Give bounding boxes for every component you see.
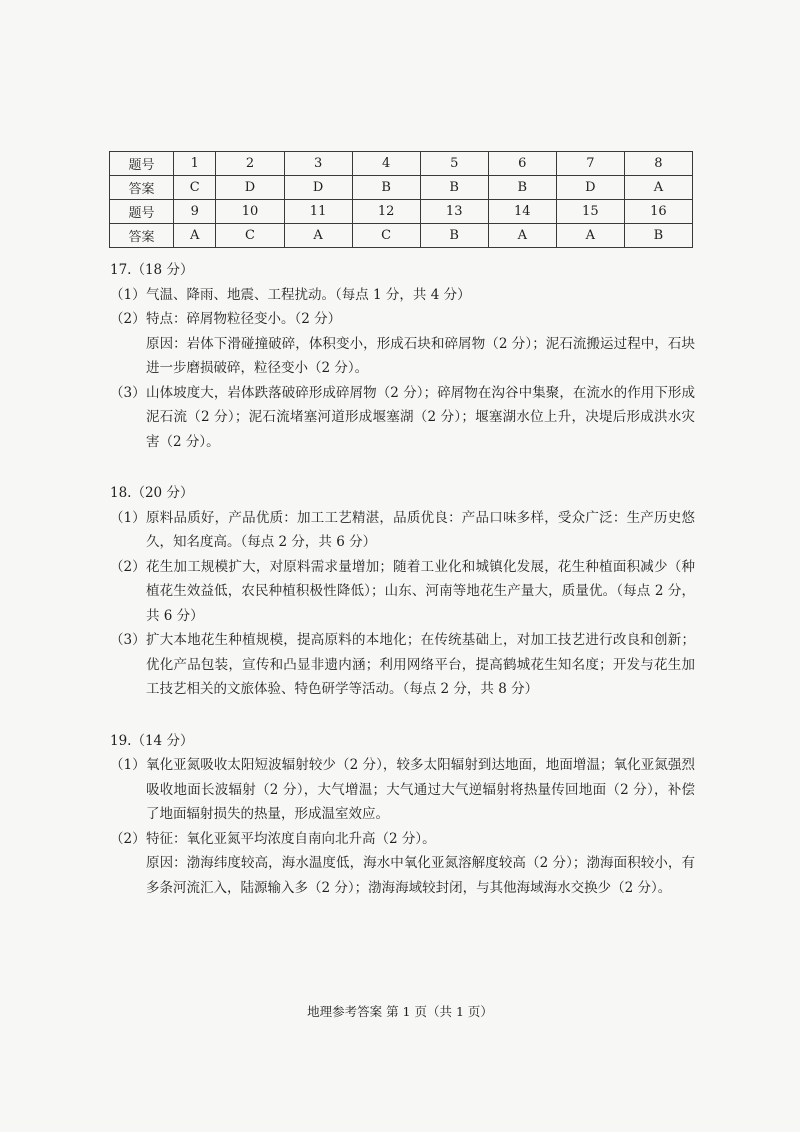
row-label: 题号 [110, 152, 174, 176]
table-row [110, 200, 693, 224]
item-number: （3） [110, 384, 146, 401]
section-gap [110, 454, 695, 481]
table-cell: A [624, 176, 692, 200]
table-cell: 8 [624, 152, 692, 176]
item-number: （2） [110, 558, 146, 575]
answer-text: 山体坡度大，岩体跌落破碎形成碎屑物（2 分）；碎屑物在沟谷中集聚，在流水的作用下形成泥石流（2 分）；泥石流堵塞河道形成堰塞湖（2 分）；堰塞湖水位上升，决堤后形成洪水灾害（2 分）。 [146, 384, 695, 450]
answer-text: 气温、降雨、地震、工程扰动。（每点 1 分，共 4 分） [146, 286, 471, 303]
table-cell: B [420, 224, 488, 248]
answer-item [110, 381, 695, 455]
table-cell: C [174, 176, 216, 200]
table-row [110, 176, 693, 200]
answer-item [110, 827, 695, 901]
table-cell: B [352, 176, 420, 200]
question-title: 19.（14 分） [110, 732, 194, 749]
table-cell: A [284, 224, 352, 248]
answer-item [110, 307, 695, 381]
question-title: 18.（20 分） [110, 485, 194, 501]
answer-item [110, 753, 695, 827]
table-cell: C [352, 224, 420, 248]
answer-item [110, 555, 695, 629]
answer-reason-text: 原因：岩体下滑碰撞破碎，体积变小，形成石块和碎屑物（2 分）；泥石流搬运过程中，石块进一步磨损破碎，粒径变小（2 分）。 [146, 335, 695, 376]
table-cell: D [216, 176, 284, 200]
item-number: （1） [110, 509, 146, 526]
table-cell: 3 [284, 152, 352, 176]
table-cell: 7 [556, 152, 624, 176]
table-cell: A [174, 224, 216, 248]
question-title: 17.（18 分） [110, 262, 194, 278]
table-cell: 16 [624, 200, 692, 224]
item-number: （1） [110, 286, 146, 303]
table-row [110, 152, 693, 176]
table-cell: A [556, 224, 624, 248]
table-cell: D [556, 176, 624, 200]
row-label: 答案 [110, 176, 174, 200]
answer-item [110, 506, 695, 555]
question-19 [110, 729, 695, 901]
item-number: （1） [110, 757, 146, 773]
answer-text: 原料品质好，产品优质：加工工艺精湛，品质优良：产品口味多样，受众广泛：生产历史悠久，知名度高。（每点 2 分，共 6 分） [146, 509, 695, 550]
table-cell: D [284, 176, 352, 200]
table-row [110, 224, 693, 248]
item-number: （2） [110, 311, 146, 327]
table-cell: 5 [420, 152, 488, 176]
table-cell: 6 [488, 152, 556, 176]
table-cell: 15 [556, 200, 624, 224]
table-cell: C [216, 224, 284, 248]
row-label: 答案 [110, 224, 174, 248]
table-cell: 10 [216, 200, 284, 224]
answer-text: 氧化亚氮吸收太阳短波辐射较少（2 分），较多太阳辐射到达地面，地面增温；氧化亚氮强烈吸收地面长波辐射（2 分），大气增温；大气通过大气逆辐射将热量传回地面（2 分），补偿了地面辐射损失的热量，形成温室效应。 [146, 757, 695, 822]
table-cell: 13 [420, 200, 488, 224]
table-cell: 1 [174, 152, 216, 176]
table-cell: B [420, 176, 488, 200]
table-cell: A [488, 224, 556, 248]
question-18 [110, 481, 695, 702]
answers-body [110, 258, 695, 900]
table-cell: 11 [284, 200, 352, 224]
row-label: 题号 [110, 200, 174, 224]
answer-item [110, 283, 695, 308]
answer-text: 扩大本地花生种植规模，提高原料的本地化；在传统基础上，对加工技艺进行改良和创新；优化产品包装，宣传和凸显非遗内涵；利用网络平台，提高鹤城花生知名度；开发与花生加工技艺相关的文旅体验、特色研学等活动。（每点 2 分，共 8 分） [146, 632, 695, 697]
table-cell: B [488, 176, 556, 200]
table-cell: 14 [488, 200, 556, 224]
table-cell: 4 [352, 152, 420, 176]
table-cell: B [624, 224, 692, 248]
answer-item [110, 628, 695, 702]
item-number: （3） [110, 632, 146, 648]
item-number: （2） [110, 830, 146, 847]
answer-text: 特征：氧化亚氮平均浓度自南向北升高（2 分）。 [146, 830, 436, 847]
table-cell: 2 [216, 152, 284, 176]
answer-text: 花生加工规模扩大，对原料需求量增加；随着工业化和城镇化发展，花生种植面积减少（种植花生效益低，农民种植积极性降低）；山东、河南等地花生产量大，质量优。（每点 2 分，共 6 分） [146, 558, 695, 624]
answer-text: 特点：碎屑物粒径变小。（2 分） [146, 311, 342, 327]
answer-table [109, 151, 693, 248]
table-cell: 9 [174, 200, 216, 224]
table-cell: 12 [352, 200, 420, 224]
answer-reason-text: 原因：渤海纬度较高，海水温度低，海水中氧化亚氮溶解度较高（2 分）；渤海面积较小，有多条河流汇入，陆源输入多（2 分）；渤海海域较封闭，与其他海域海水交换少（2 分）。 [146, 855, 695, 896]
question-17 [110, 258, 695, 454]
section-gap [110, 702, 695, 729]
page-footer: 地理参考答案 第 1 页（共 1 页） [307, 1004, 493, 1019]
